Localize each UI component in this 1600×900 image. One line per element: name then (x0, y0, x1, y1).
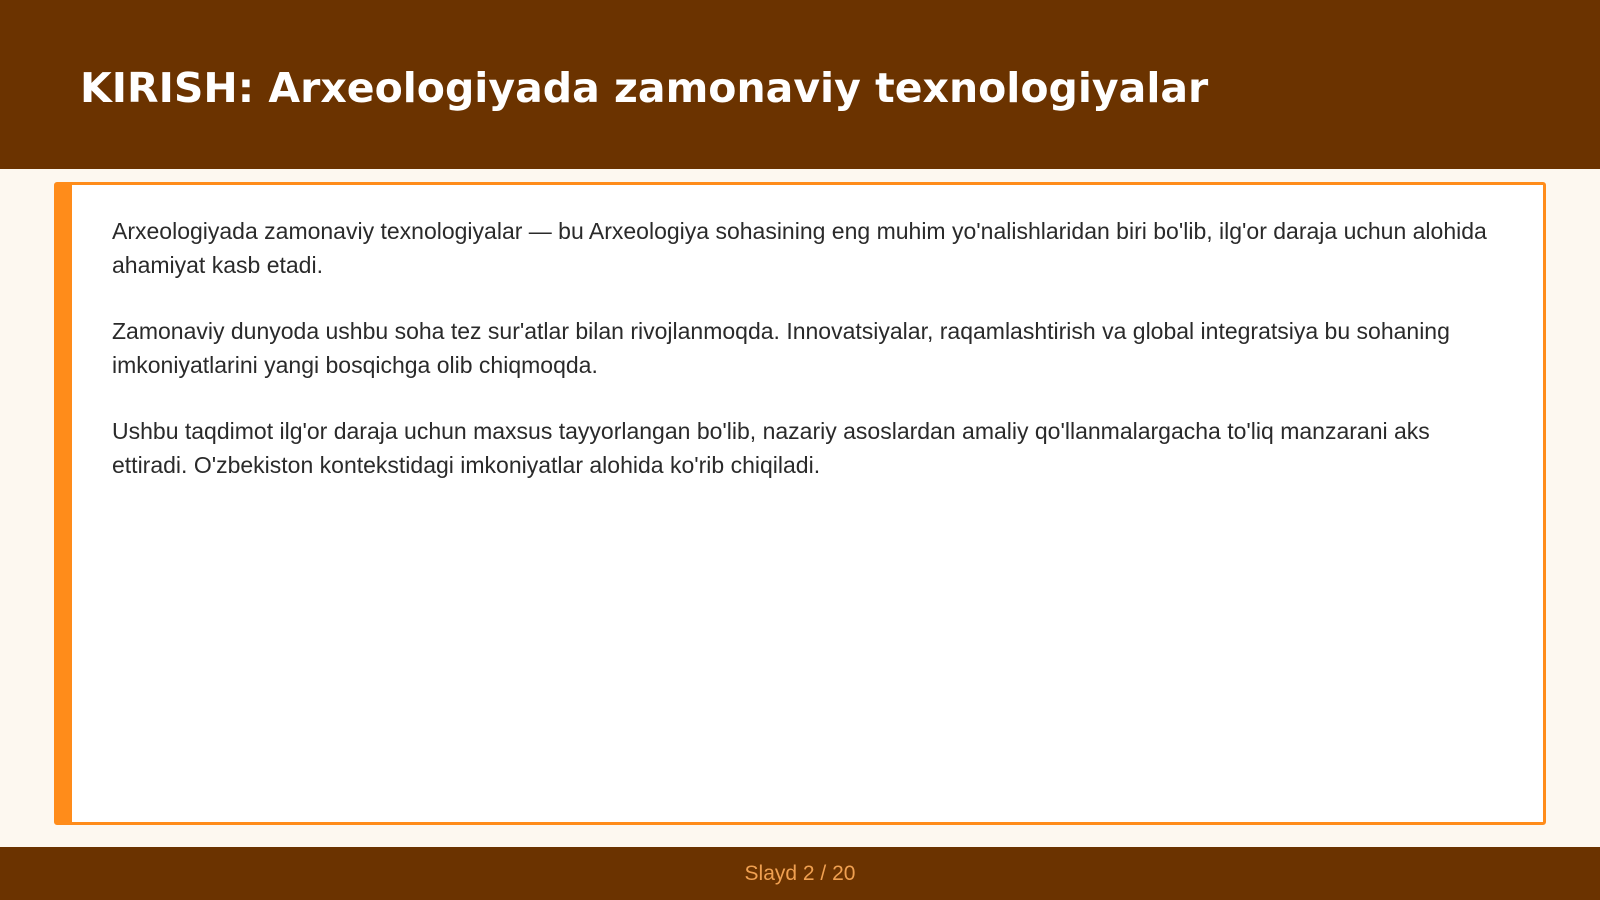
content-card (54, 182, 1546, 825)
content-paragraph-1: Arxeologiyada zamonaviy texnologiyalar — bu Arxeologiya sohasining eng muhim yo'nalishlaridan biri bo'lib, ilg'or daraja uchun alohida ahamiyat kasb etadi. (112, 218, 1487, 278)
slide-title: KIRISH: Arxeologiyada zamonaviy texnologiyalar (80, 64, 1209, 112)
slide-footer (0, 847, 1600, 900)
content-paragraph-2: Zamonaviy dunyoda ushbu soha tez sur'atlar bilan rivojlanmoqda. Innovatsiyalar, raqamlashtirish va global integratsiya bu sohaning imkoniyatlarini yangi bosqichga olib chiqmoqda. (112, 318, 1450, 378)
slide-counter: Slayd 2 / 20 (744, 862, 856, 885)
slide-header (0, 0, 1600, 169)
content-paragraph-3: Ushbu taqdimot ilg'or daraja uchun maxsus tayyorlangan bo'lib, nazariy asoslardan amaliy qo'llanmalargacha to'liq manzarani aks ettiradi. O'zbekiston kontekstidagi imkoniyatlar alohida ko'rib chiqiladi. (112, 418, 1430, 478)
